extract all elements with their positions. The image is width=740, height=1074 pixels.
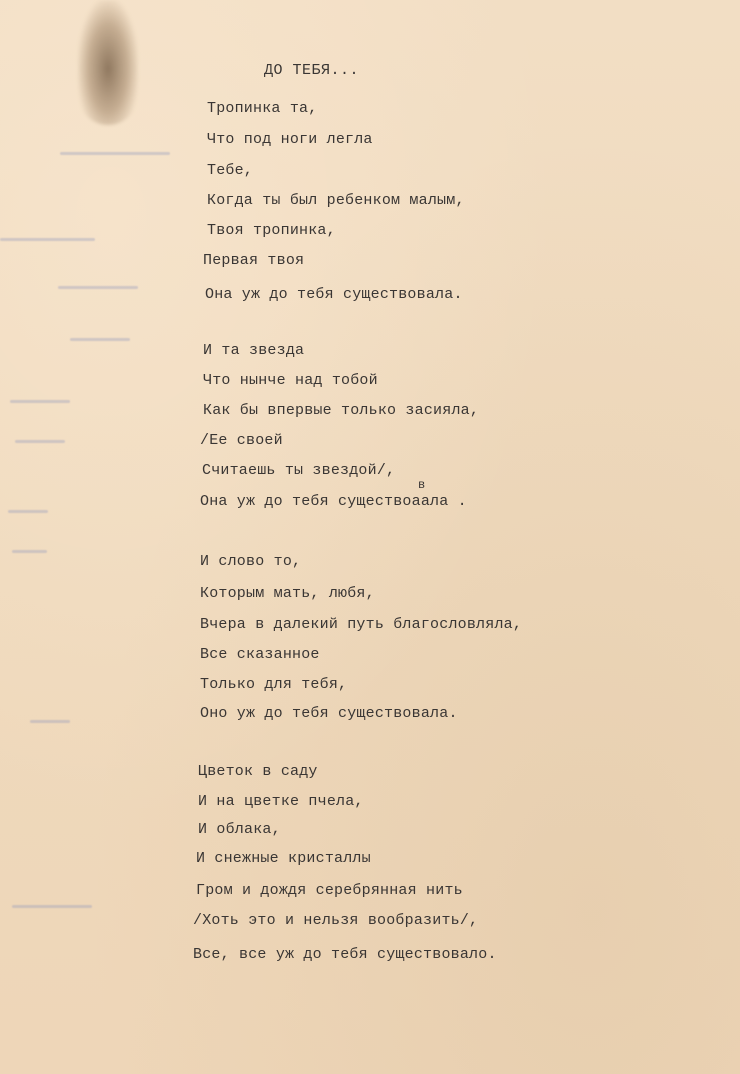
poem-line: Оно уж до тебя существовала. — [200, 705, 458, 722]
poem-line: И слово то, — [200, 553, 302, 570]
poem-line: /Хоть это и нельзя вообразить/, — [193, 912, 479, 929]
poem-line: Что под ноги легла — [207, 131, 373, 148]
ink-bleed-mark — [8, 510, 48, 513]
poem-line: Тропинка та, — [207, 100, 318, 117]
ink-bleed-mark — [12, 905, 92, 908]
poem-line: Она уж до тебя существовала. — [205, 286, 463, 303]
poem-line: Она уж до тебя существоаала . — [200, 493, 467, 510]
ink-bleed-mark — [70, 338, 130, 341]
poem-line: Гром и дождя серебрянная нить — [196, 882, 463, 899]
ink-bleed-mark — [30, 720, 70, 723]
poem-line: Первая твоя — [203, 252, 305, 269]
poem-line: И на цветке пчела, — [198, 793, 364, 810]
poem-line: И та звезда — [203, 342, 305, 359]
paper-stain — [78, 0, 138, 125]
poem-line: Которым мать, любя, — [200, 585, 375, 602]
ink-bleed-mark — [58, 286, 138, 289]
poem-line: Что нынче над тобой — [203, 372, 378, 389]
poem-line: Все сказанное — [200, 646, 320, 663]
poem-line: Только для тебя, — [200, 676, 348, 693]
poem-line: И облака, — [198, 821, 281, 838]
handwritten-insertion: в — [418, 478, 426, 492]
ink-bleed-mark — [60, 152, 170, 155]
poem-line: Как бы впервые только засияла, — [203, 402, 480, 419]
poem-line: И снежные кристаллы — [196, 850, 371, 867]
poem-line: Тебе, — [207, 162, 254, 179]
ink-bleed-mark — [0, 238, 95, 241]
poem-line: Вчера в далекий путь благословляла, — [200, 616, 523, 633]
ink-bleed-mark — [10, 400, 70, 403]
poem-line: Когда ты был ребенком малым, — [207, 192, 465, 209]
poem-title: ДО ТЕБЯ... — [264, 62, 360, 79]
poem-line: /Ее своей — [200, 432, 283, 449]
poem-line: Считаешь ты звездой/, — [202, 462, 396, 479]
poem-line: Цветок в саду — [198, 763, 318, 780]
ink-bleed-mark — [12, 550, 47, 553]
poem-line: Твоя тропинка, — [207, 222, 336, 239]
ink-bleed-mark — [15, 440, 65, 443]
poem-line: Все, все уж до тебя существовало. — [193, 946, 497, 963]
